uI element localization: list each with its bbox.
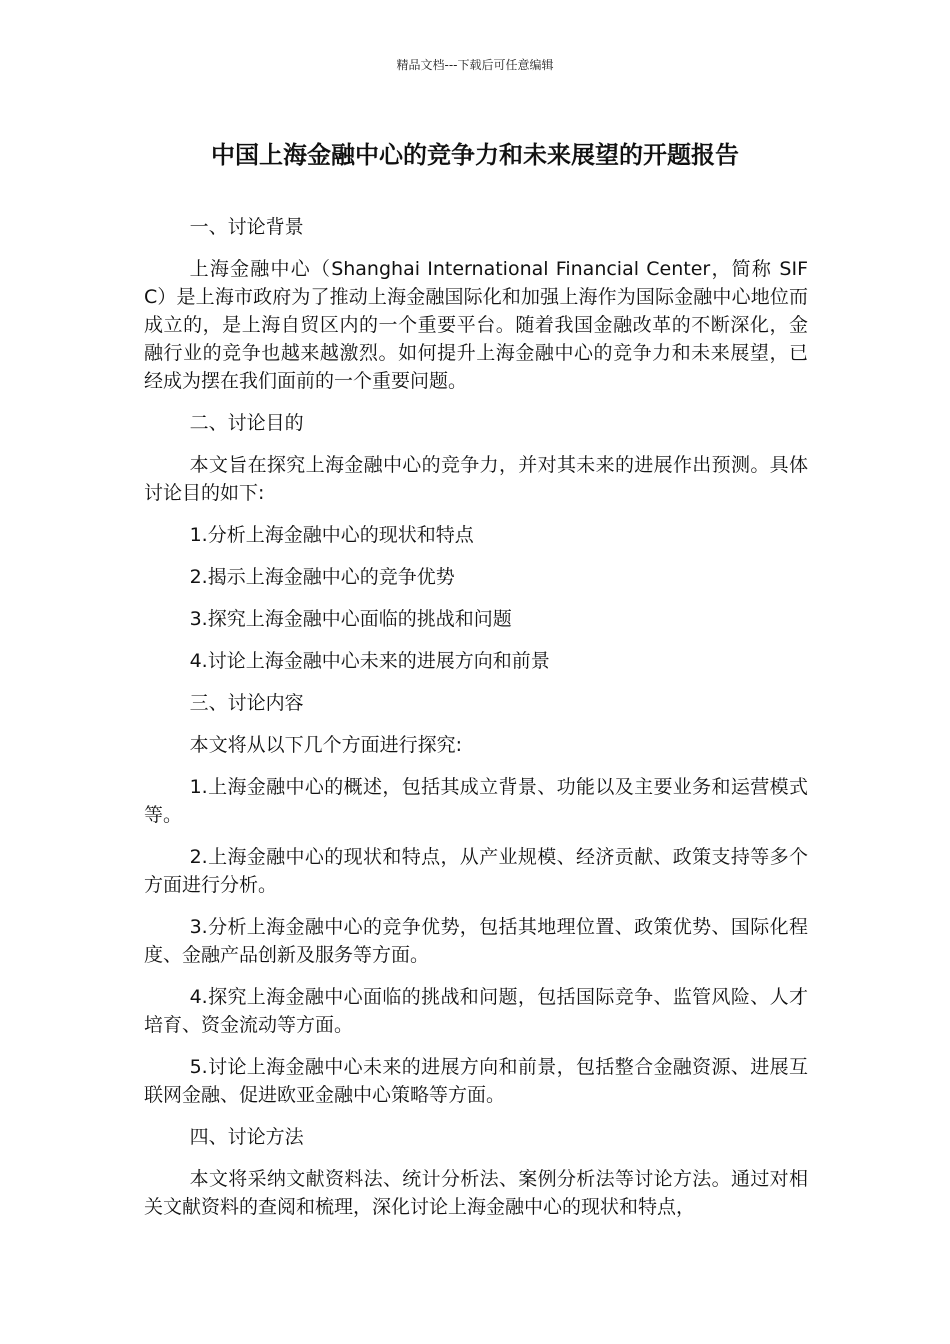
list-item-content-1: 1.上海金融中心的概述，包括其成立背景、功能以及主要业务和运营模式等。	[144, 776, 808, 826]
list-item-purpose-3: 3.探究上海金融中心面临的挑战和问题	[189, 608, 512, 630]
list-item-purpose-4: 4.讨论上海金融中心未来的进展方向和前景	[189, 650, 550, 672]
list-item-purpose-1: 1.分析上海金融中心的现状和特点	[189, 524, 474, 546]
section-heading-background: 一、讨论背景	[189, 216, 304, 238]
paragraph-purpose-intro: 本文旨在探究上海金融中心的竞争力，并对其未来的进展作出预测。具体讨论目的如下:	[144, 454, 808, 504]
header-note: 精品文档---下载后可任意编辑	[396, 58, 554, 72]
list-item-content-5: 5.讨论上海金融中心未来的进展方向和前景，包括整合金融资源、进展互联网金融、促进欧亚金融中心策略等方面。	[144, 1056, 808, 1106]
document-body	[144, 213, 808, 1235]
paragraph-method: 本文将采纳文献资料法、统计分析法、案例分析法等讨论方法。通过对相关文献资料的查阅和梳理，深化讨论上海金融中心的现状和特点，	[144, 1168, 808, 1218]
paragraph-content-intro: 本文将从以下几个方面进行探究:	[189, 734, 462, 756]
document-title: 中国上海金融中心的竞争力和未来展望的开题报告	[211, 141, 739, 169]
list-item-content-2: 2.上海金融中心的现状和特点，从产业规模、经济贡献、政策支持等多个方面进行分析。	[144, 846, 808, 896]
section-heading-content: 三、讨论内容	[189, 692, 304, 714]
list-item-content-3: 3.分析上海金融中心的竞争优势，包括其地理位置、政策优势、国际化程度、金融产品创新及服务等方面。	[144, 916, 808, 966]
paragraph-background: 上海金融中心（Shanghai International Financial Center，简称 SIFC）是上海市政府为了推动上海金融国际化和加强上海作为国际金融中心地位而成立的，是上海自贸区内的一个重要平台。随着我国金融改革的不断深化，金融行业的竞争也越来越激烈。如何提升上海金融中心的竞争力和未来展望，已经成为摆在我们面前的一个重要问题。	[144, 258, 808, 392]
section-heading-method: 四、讨论方法	[189, 1126, 304, 1148]
list-item-purpose-2: 2.揭示上海金融中心的竞争优势	[189, 566, 455, 588]
section-heading-purpose: 二、讨论目的	[189, 412, 304, 434]
list-item-content-4: 4.探究上海金融中心面临的挑战和问题，包括国际竞争、监管风险、人才培育、资金流动等方面。	[144, 986, 808, 1036]
